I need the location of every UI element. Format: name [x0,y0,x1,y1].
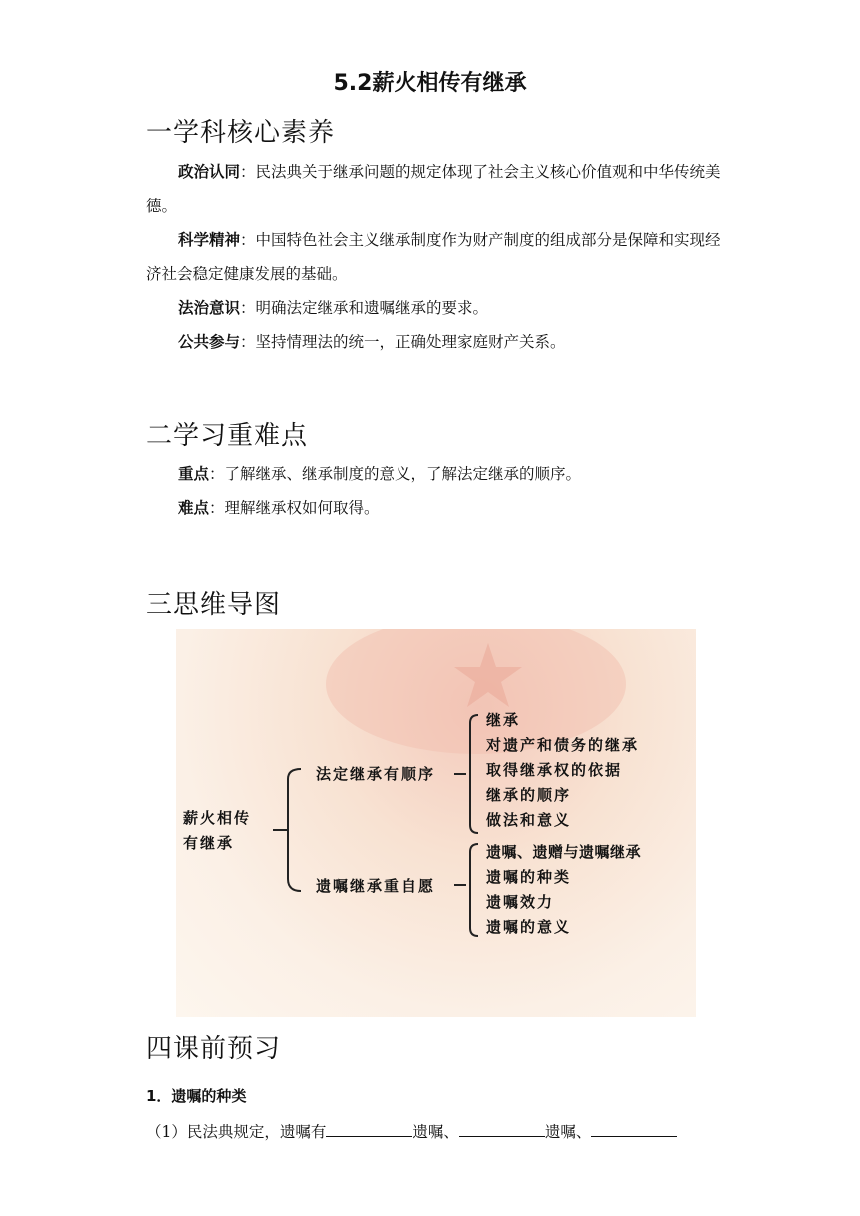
paragraph-political-identity [146,155,726,223]
section-heading-core-literacy: 一学科核心素养 [146,118,336,148]
mind-map-branch-statutory: 法定继承有顺序 [316,765,436,783]
mind-map-leaf: 继承 [486,711,521,729]
fill-blank-1[interactable] [326,1122,412,1137]
question-line [146,1120,677,1142]
section-heading-key-difficulties: 二学习重难点 [146,421,309,451]
mind-map-leaf: 遗嘱的种类 [486,868,572,886]
mind-map-root-line2: 有继承 [183,834,235,852]
mind-map-leaf: 取得继承权的依据 [486,761,623,779]
text-scientific-spirit: ：中国特色社会主义继承制度作为财产制度的组成部分是保障和实现经济社会稳定健康发展的基础。 [146,231,721,283]
text-rule-of-law: ：明确法定继承和遗嘱继承的要求。 [240,299,489,317]
section-heading-mind-map: 三思维导图 [146,590,282,620]
label-scientific-spirit: 科学精神 [178,231,241,249]
label-public-participation: 公共参与 [178,333,241,351]
line-key-point [178,459,581,489]
paragraph-rule-of-law [146,291,726,325]
label-key-point: 重点 [178,465,210,483]
mind-map-leaf: 遗嘱、遗赠与遗嘱继承 [486,843,642,861]
fill-blank-2[interactable] [459,1122,545,1137]
text-key-point: ：了解继承、继承制度的意义，了解法定继承的顺序。 [209,465,582,483]
mind-map-leaf: 遗嘱效力 [486,893,555,911]
paragraph-public-participation [146,325,726,359]
question-prefix: （1）民法典规定，遗嘱有 [146,1123,327,1141]
label-political-identity: 政治认同 [178,163,241,181]
question-mid-1: 遗嘱、 [412,1123,459,1141]
section-heading-preview: 四课前预习 [146,1034,282,1064]
line-difficult-point [178,493,380,523]
question-mid-2: 遗嘱、 [544,1123,592,1141]
mind-map-branch-will: 遗嘱继承重自愿 [316,877,436,895]
mind-map-leaf: 对遗产和债务的继承 [486,736,640,754]
mind-map-leaf: 做法和意义 [486,811,572,829]
label-difficult-point: 难点 [178,499,210,517]
label-rule-of-law: 法治意识 [178,299,241,317]
text-political-identity: ：民法典关于继承问题的规定体现了社会主义核心价值观和中华传统美德。 [146,163,721,215]
question-title: 1．遗嘱的种类 [146,1087,247,1105]
mind-map-leaf: 遗嘱的意义 [486,918,572,936]
text-difficult-point: ：理解继承权如何取得。 [209,499,380,517]
fill-blank-3[interactable] [591,1122,677,1137]
mind-map-image [176,629,696,1017]
mind-map-root-line1: 薪火相传 [183,809,252,827]
mind-map-leaf: 继承的顺序 [486,786,572,804]
paragraph-scientific-spirit [146,223,726,291]
text-public-participation: ：坚持情理法的统一，正确处理家庭财产关系。 [240,333,566,351]
document-title: 5.2薪火相传有继承 [333,71,527,96]
mind-map-brackets [176,629,696,1017]
